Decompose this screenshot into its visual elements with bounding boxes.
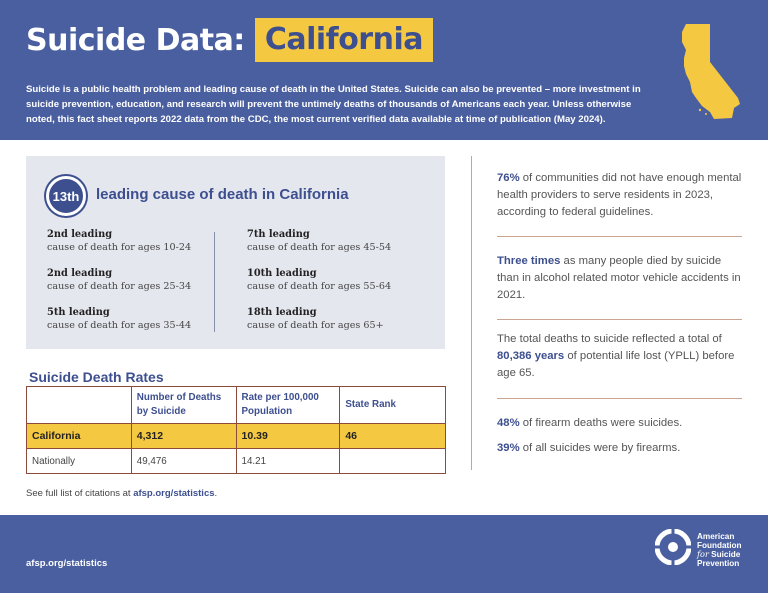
age-rank-column-left (47, 228, 217, 345)
age-rank-item (47, 228, 217, 267)
stat-text: of communities did not have enough mental health providers to serve residents in 2023, according to federal guidelines. (497, 172, 742, 218)
rates-table-title: Suicide Death Rates (29, 369, 164, 385)
stat-item (497, 170, 742, 221)
leading-cause-card (26, 156, 445, 349)
age-rank-label: 10th leading (247, 268, 317, 279)
header-cell: State Rank (340, 387, 446, 424)
table-cell: 14.21 (236, 449, 340, 474)
table-cell: 4,312 (131, 424, 236, 449)
header-cell: Number of Deaths by Suicide (131, 387, 236, 424)
table-cell (340, 449, 446, 474)
rates-table (26, 386, 446, 474)
age-rank-column-right (247, 228, 417, 345)
stat-item (497, 331, 742, 382)
table-cell: California (27, 424, 132, 449)
age-rank-item (247, 306, 417, 345)
age-rank-desc: cause of death for ages 35-44 (47, 320, 192, 331)
footer-link[interactable]: afsp.org/statistics (26, 558, 108, 569)
table-row (27, 449, 446, 474)
leading-cause-heading: leading cause of death in California (96, 186, 349, 203)
org-name-line: American (697, 532, 735, 541)
age-rank-label: 2nd leading (47, 229, 113, 240)
age-rank-label: 7th leading (247, 229, 310, 240)
stat-text: of all suicides were by firearms. (519, 442, 681, 454)
stat-divider (497, 319, 742, 320)
org-name-line (697, 550, 742, 559)
org-name-for: for (697, 549, 709, 559)
stat-highlight: 48% (497, 417, 520, 429)
title-text: Suicide Data: (26, 22, 245, 58)
state-name-label: California (255, 18, 433, 62)
stat-divider (497, 236, 742, 237)
column-divider (214, 232, 215, 332)
age-rank-label: 18th leading (247, 307, 317, 318)
stat-item (497, 440, 742, 457)
stat-highlight: Three times (497, 255, 561, 267)
stat-text: as many people died by suicide than in alcohol related motor vehicle accidents in 2021. (497, 255, 741, 301)
header-cell (27, 387, 132, 424)
citation-suffix: . (214, 488, 218, 499)
age-rank-label: 5th leading (47, 307, 110, 318)
vertical-separator (471, 156, 472, 470)
stat-text: of firearm deaths were suicides. (519, 417, 683, 429)
table-header-row (27, 387, 446, 424)
age-rank-label: 2nd leading (47, 268, 113, 279)
age-rank-desc: cause of death for ages 25-34 (47, 281, 192, 292)
org-name-word: Suicide (711, 550, 741, 559)
citation-note (26, 488, 217, 499)
stat-item (497, 253, 742, 304)
header-banner (0, 0, 768, 140)
lifebuoy-logo-icon (655, 529, 691, 565)
stat-highlight: 39% (497, 442, 520, 454)
table-cell: 10.39 (236, 424, 340, 449)
age-rank-item (247, 228, 417, 267)
org-logo-text (697, 532, 742, 568)
table-cell: Nationally (27, 449, 132, 474)
citation-link[interactable]: afsp.org/statistics (133, 488, 215, 499)
org-name-line: Foundation (697, 541, 742, 550)
age-rank-desc: cause of death for ages 45-54 (247, 242, 392, 253)
intro-paragraph: Suicide is a public health problem and leading cause of death in the United States. Suicide can also be prevented – more investment in suicide prevention, education, and research will prevent the untimely deaths of thousands of Americans each year. Unless otherwise noted, this fact sheet reports 2022 data from the CDC, the most current verified data available at time of publication (May 2024). (26, 84, 641, 125)
org-name-line: Prevention (697, 559, 740, 568)
age-rank-desc: cause of death for ages 55-64 (247, 281, 392, 292)
header-cell: Rate per 100,000 Population (236, 387, 340, 424)
age-rank-desc: cause of death for ages 10-24 (47, 242, 192, 253)
stat-item (497, 415, 742, 432)
rank-badge: 13th (46, 176, 86, 216)
table-row (27, 424, 446, 449)
age-rank-item (47, 306, 217, 345)
stat-highlight: 80,386 years (497, 350, 565, 362)
citation-prefix: See full list of citations at (26, 488, 134, 499)
table-cell: 46 (340, 424, 446, 449)
page-title (26, 18, 433, 62)
age-rank-item (247, 267, 417, 306)
stat-text: The total deaths to suicide reflected a total of (497, 333, 722, 345)
footer-banner (0, 515, 768, 593)
age-rank-item (47, 267, 217, 306)
stat-text: of potential life lost (YPLL) before age 65. (497, 350, 735, 379)
age-rank-desc: cause of death for ages 65+ (247, 320, 384, 331)
california-map-icon (676, 22, 746, 122)
stat-divider (497, 398, 742, 399)
table-cell: 49,476 (131, 449, 236, 474)
stat-highlight: 76% (497, 172, 520, 184)
